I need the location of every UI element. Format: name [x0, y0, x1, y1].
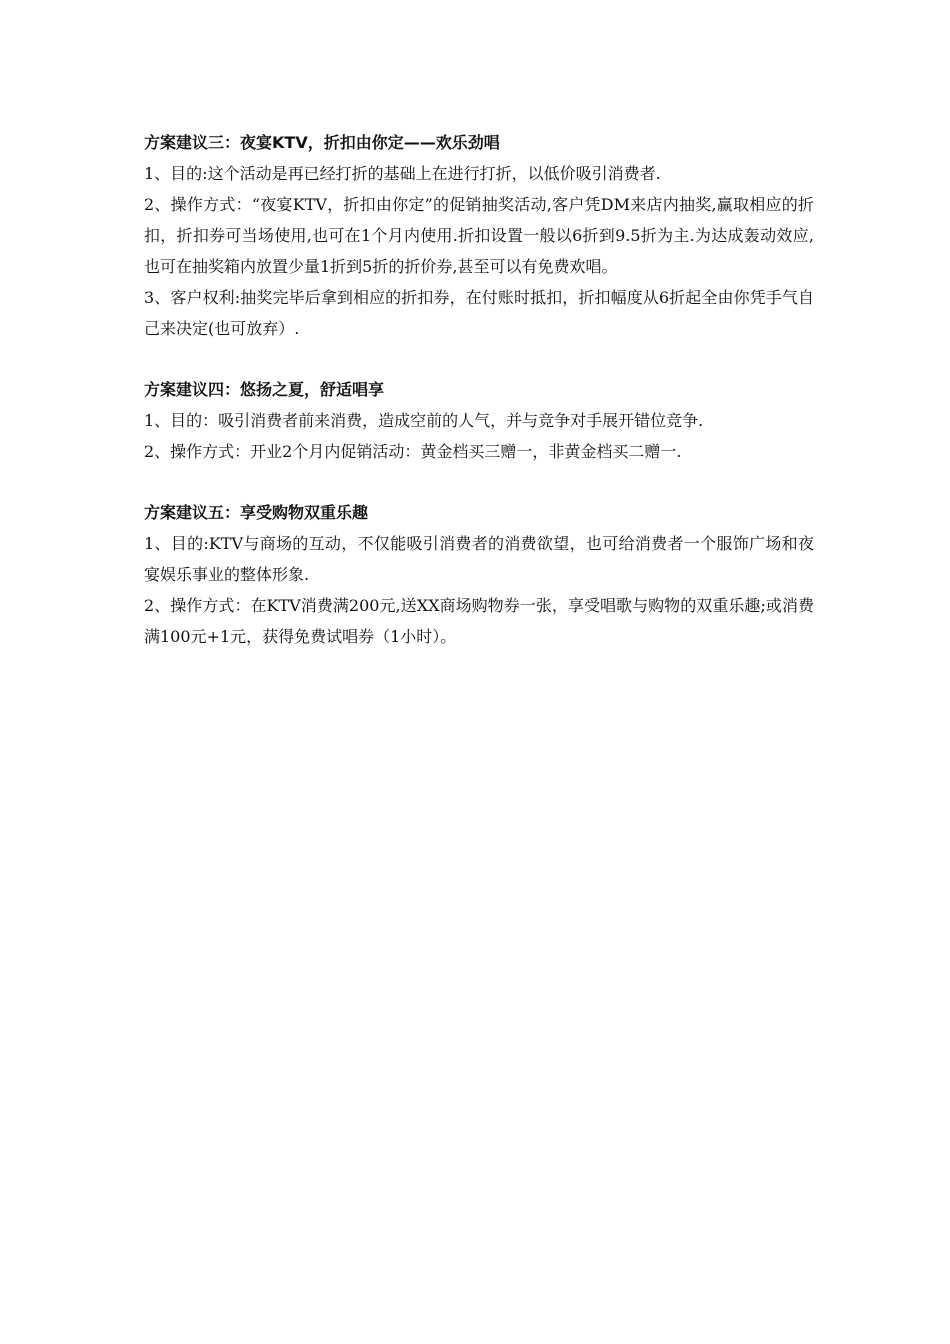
section-proposal-4 — [144, 374, 814, 467]
section-paragraph: 1、目的:这个活动是再已经打折的基础上在进行打折，以低价吸引消费者. — [144, 164, 661, 183]
section-paragraph: 2、操作方式：“夜宴KTV，折扣由你定”的促销抽奖活动,客户凭DM来店内抽奖,赢取相应的折扣，折扣券可当场使用,也可在1个月内使用.折扣设置一般以6折到9.5折为主.为达成轰动效应,也可在抽奖箱内放置少量1折到5折的折价券,甚至可以有免费欢唱。 — [144, 195, 814, 276]
section-proposal-3 — [144, 127, 814, 344]
document-body — [144, 127, 814, 682]
section-heading: 方案建议四：悠扬之夏，舒适唱享 — [144, 380, 385, 399]
section-paragraph: 1、目的：吸引消费者前来消费，造成空前的人气，并与竞争对手展开错位竞争. — [144, 411, 704, 430]
section-paragraph: 2、操作方式：开业2个月内促销活动：黄金档买三赠一，非黄金档买二赠一. — [144, 442, 682, 461]
section-paragraph: 2、操作方式：在KTV消费满200元,送XX商场购物券一张，享受唱歌与购物的双重乐趣;或消费满100元+1元，获得免费试唱券（1小时）。 — [144, 596, 814, 646]
section-heading: 方案建议五：享受购物双重乐趣 — [144, 503, 369, 522]
section-paragraph: 3、客户权利:抽奖完毕后拿到相应的折扣券，在付账时抵扣，折扣幅度从6折起全由你凭手气自己来决定(也可放弃）. — [144, 288, 814, 338]
section-proposal-5 — [144, 497, 814, 652]
section-heading: 方案建议三：夜宴KTV，折扣由你定——欢乐劲唱 — [144, 133, 500, 152]
section-paragraph: 1、目的:KTV与商场的互动，不仅能吸引消费者的消费欲望，也可给消费者一个服饰广场和夜宴娱乐事业的整体形象. — [144, 534, 814, 584]
